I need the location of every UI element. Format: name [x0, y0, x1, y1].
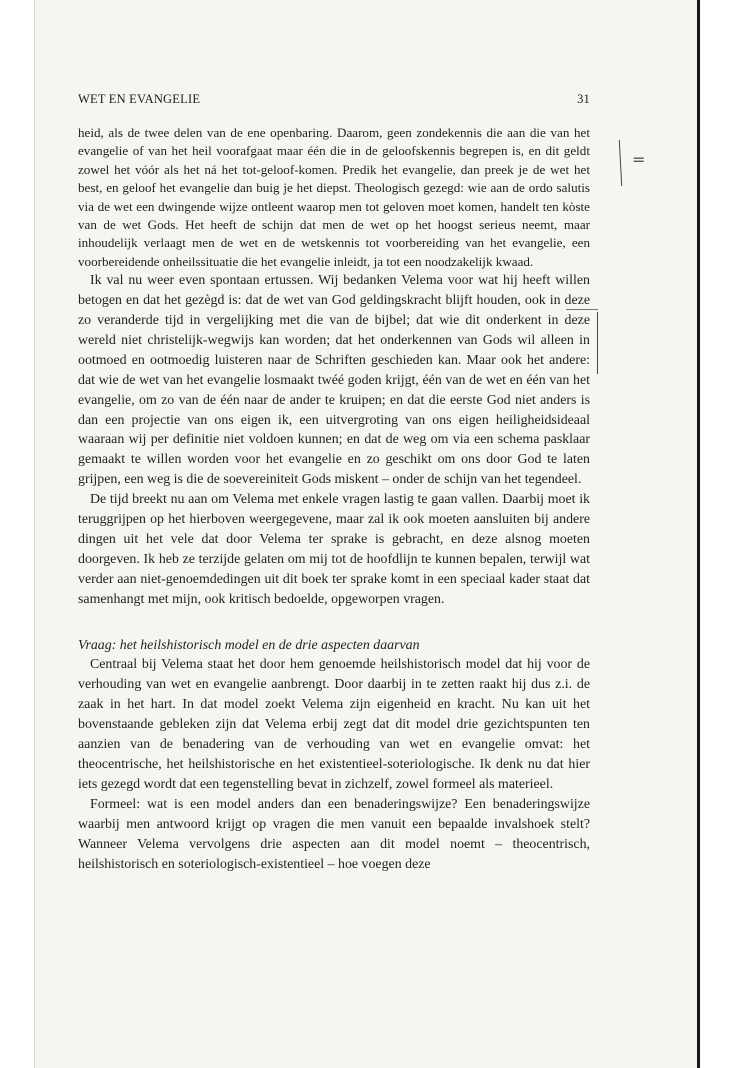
running-title: WET EN EVANGELIE	[78, 92, 201, 106]
paragraph-1: heid, als de twee delen van de ene openbaring. Daarom, geen zondekennis die aan die van het evangelie of van het heil voorafgaat maar één die in de geloofskennis begrepen is, en dit geldt zowel het vóór als het ná het tot-geloof-komen. Predik het evangelie, dan preek je de wet het best, en geloof het evangelie dan buig je het diepst. Theologisch gezegd: wie aan de ordo salutis via de wet een dwingende wijze ontleent waarop men tot geloven moet komen, handelt ten kòste van de wet Gods. Het heeft de schijn dat men de wet op het hoogst serieus neemt, maar inhoudelijk verlaagt men de wet en de wetskennis tot voorbereiding van het evangelie, een voorbereidende onheilssituatie die het evangelie inleidt, ja tot een noodzakelijk kwaad.	[78, 124, 590, 269]
paragraph-3: De tijd breekt nu aan om Velema met enkele vragen lastig te gaan vallen. Daarbij moet ik teruggrijpen op het hierboven weergegevene, maar zal ik ook moeten aansluiten bij andere dingen uit het vele dat door Velema ter sprake is gebracht, en deze alsnog moeten doorgeven. Ik heb ze terzijde gelaten om mij tot de hoofdlijn te kunnen bepalen, terwijl wat verder aan niet-genoemdedingen uit dit boek ter sprake komt in een speciaal kader staat dat samenhangt met mijn, ook kritisch bedoelde, opgeworpen vragen.	[78, 492, 590, 607]
paragraph-2: Ik val nu weer even spontaan ertussen. Wij bedanken Velema voor wat hij heeft willen betogen en dat het gezègd is: dat de wet van God geldingskracht blijft houden, ook in deze zo veranderde tijd in vergelijking met die van de bijbel; dat wie dit onderkent in deze wereld niet christelijk-wegwijs kan worden; dat het onderkennen van Gods wil alleen in ootmoed en ootmoedig luisteren naar de Schriften geschieden kan. Maar ook het andere: dat wie de wet van het evangelie losmaakt twéé goden krijgt, één van de wet en één van het evangelie, om zo van de één naar de ander te kruipen; en dat die eerste God niet anders is dan een projectie van ons eigen ik, een uitvergroting van ons eigen heiligheidsideaal waaraan wij per definitie niet voldoen kunnen; en dat de weg om via een schema pasklaar gemaakt te willen worden voor het evangelie en zo geschikt om ons door God te laten grijpen, een weg is die de soevereiniteit Gods miskent – onder de schijn van het tegendeel.	[78, 273, 590, 488]
page-number: 31	[577, 92, 590, 106]
running-head	[78, 90, 590, 110]
paragraph-5: Formeel: wat is een model anders dan een benaderingswijze? Een benaderingswijze waarbij men antwoord krijgt op vragen die men vanuit een bepaalde invalshoek stelt? Wanneer Velema vervolgens drie aspecten aan dit model noemt – theocentrisch, heilshistorisch en soteriologisch-existentieel – hoe voegen deze	[78, 796, 590, 872]
margin-bracket-mark-2	[597, 312, 598, 374]
book-page	[78, 90, 590, 874]
paragraph-4: Centraal bij Velema staat het door hem genoemde heilshistorisch model dat hij voor de verhouding van wet en evangelie aanbrengt. Door daarbij in te zetten raakt hij dus z.i. de zaak in het hart. In dat model zoekt Velema zijn eigenheid en kracht. Nu kan uit het bovenstaande gebleken zijn dat Velema erbij zegt dat dit model drie gezichtspunten ten aanzien van de benadering van de verhouding van wet en evangelie omvat: het theocentrische, het heilshistorische en het existentieel-soteriologische. Ik denk nu dat hier iets gezegd wordt dat een tegenstelling bevat in zichzelf, zowel formeel als materieel.	[78, 657, 590, 792]
section-heading: Vraag: het heilshistorisch model en de drie aspecten daarvan	[78, 637, 420, 653]
margin-note: =	[632, 150, 646, 169]
scan-edge-rule	[697, 0, 700, 1068]
margin-tick-mark	[566, 309, 598, 310]
